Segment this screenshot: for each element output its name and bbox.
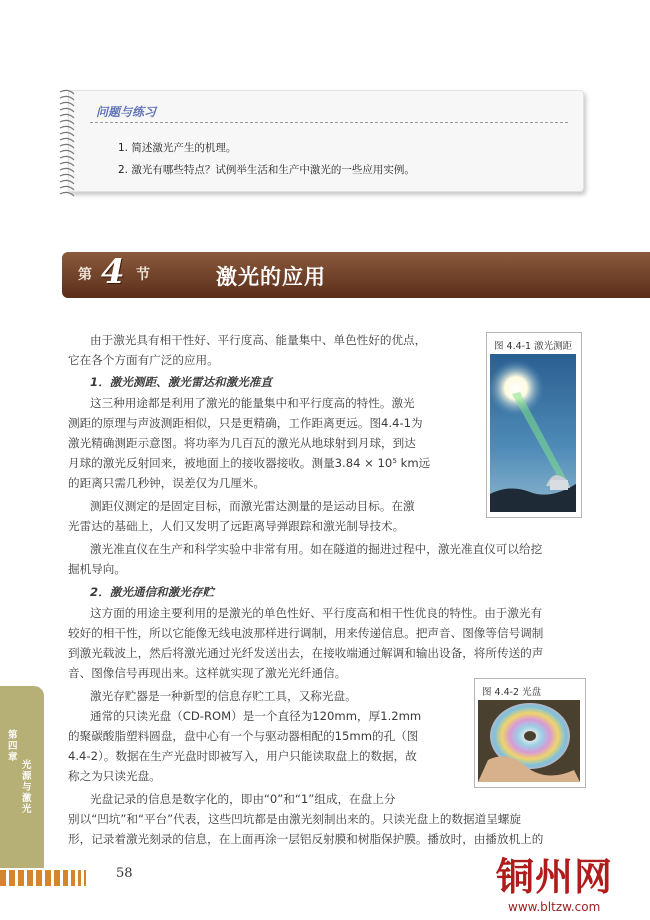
- exercise-question-1: 1. 简述激光产生的机理。: [118, 142, 237, 154]
- side-tab-chapter: 第四章: [8, 730, 18, 763]
- para4-line-2: 较好的相干性，所以它能像无线电波那样进行调制，用来传递信息。把声音、图像等信号调制: [68, 626, 544, 640]
- figure-2-caption: 图 4.4-2 光盘: [482, 687, 542, 698]
- para6-line-2: 的聚碳酸脂塑料圆盘，盘中心有一个与驱动器相配的15mm的孔（图: [68, 729, 419, 743]
- section-banner: [62, 252, 650, 298]
- para1-line-2: 测距的原理与声波测距相似，只是更精确，工作距离更远。图4.4-1为: [68, 416, 423, 430]
- section-number: 4: [101, 252, 125, 292]
- para7-line-2: 别以“凹坑”和“平台”代表，这些凹坑都是由激光刻制出来的。只读光盘上的数据道呈螺旋: [68, 812, 521, 826]
- page-number: 58: [116, 866, 133, 881]
- para4-line-3: 到激光载波上，然后将激光通过光纤发送出去，在接收端通过解调和输出设备，将所传送的声: [68, 646, 544, 660]
- figure-1-caption: 图 4.4-1 激光测距: [494, 341, 573, 352]
- para1-line-1: 这三种用途都是利用了激光的能量集中和平行度高的特性。激光: [90, 396, 415, 410]
- optical-disc-photo: [478, 700, 580, 782]
- watermark-logo: 铜州网: [496, 854, 614, 899]
- para4-line-1: 这方面的用途主要利用的是激光的单色性好、平行度高和相干性优良的特性。由于激光有: [90, 606, 543, 620]
- laser-ranging-photo: [490, 354, 576, 512]
- section-label-di: 第: [78, 267, 92, 283]
- para2-line-2: 光雷达的基础上，人们又发明了远距离导弹跟踪和激光制导技术。: [68, 519, 405, 533]
- section-title: 激光的应用: [216, 265, 326, 289]
- para7-line-3: 形，记录着激光刻录的信息，在上面再涂一层铝反射膜和树脂保护膜。播放时，由播放机上的: [68, 832, 544, 846]
- intro-line-2: 它在各个方面有广泛的应用。: [68, 353, 219, 367]
- para1-line-4: 月球的激光反射回来，被地面上的接收器接收。测量3.84 × 10⁵ km远: [68, 456, 431, 470]
- para2-line-1: 测距仪测定的是固定目标，而激光雷达测量的是运动目标。在激: [90, 499, 415, 513]
- intro-line-1: 由于激光具有相干性好、平行度高、能量集中、单色性好的优点，: [90, 333, 427, 347]
- para3-line-1: 激光准直仪在生产和科学实验中非常有用。如在隧道的掘进过程中，激光准直仪可以给挖: [90, 542, 543, 556]
- exercise-divider: [90, 122, 568, 123]
- subheading-1: 1．激光测距、激光雷达和激光准直: [90, 375, 272, 389]
- para5: 激光存贮器是一种新型的信息存贮工具，又称光盘。: [90, 689, 357, 703]
- exercise-title: 问题与练习: [96, 105, 157, 119]
- para7-line-1: 光盘记录的信息是数字化的，即由“0”和“1”组成，在盘上分: [90, 792, 396, 806]
- watermark-url: www.bltzw.com: [508, 900, 601, 914]
- subheading-2: 2．激光通信和激光存贮: [90, 585, 215, 599]
- para6-line-4: 称之为只读光盘。: [68, 769, 161, 783]
- spiral-binding-icon: [58, 86, 76, 200]
- para4-line-4: 音、图像信号再现出来。这样就实现了激光光纤通信。: [68, 666, 347, 680]
- para3-line-2: 掘机导向。: [68, 562, 126, 576]
- para1-line-3: 激光精确测距示意图。将功率为几百瓦的激光从地球射到月球，到达: [68, 436, 416, 450]
- side-tab-topic: 光源与激光: [22, 760, 32, 815]
- para6-line-1: 通常的只读光盘（CD-ROM）是一个直径为120mm，厚1.2mm: [90, 709, 422, 723]
- para1-line-5: 的距离只需几秒钟，误差仅为几厘米。: [68, 476, 266, 490]
- exercise-question-2: 2. 激光有哪些特点？试例举生活和生产中激光的一些应用实例。: [118, 164, 415, 176]
- para6-line-3: 4.4-2）。数据在生产光盘时即被写入，用户只能读取盘上的数据，故: [68, 749, 417, 763]
- section-label-jie: 节: [136, 267, 150, 283]
- page-footer-stripes: [0, 868, 110, 888]
